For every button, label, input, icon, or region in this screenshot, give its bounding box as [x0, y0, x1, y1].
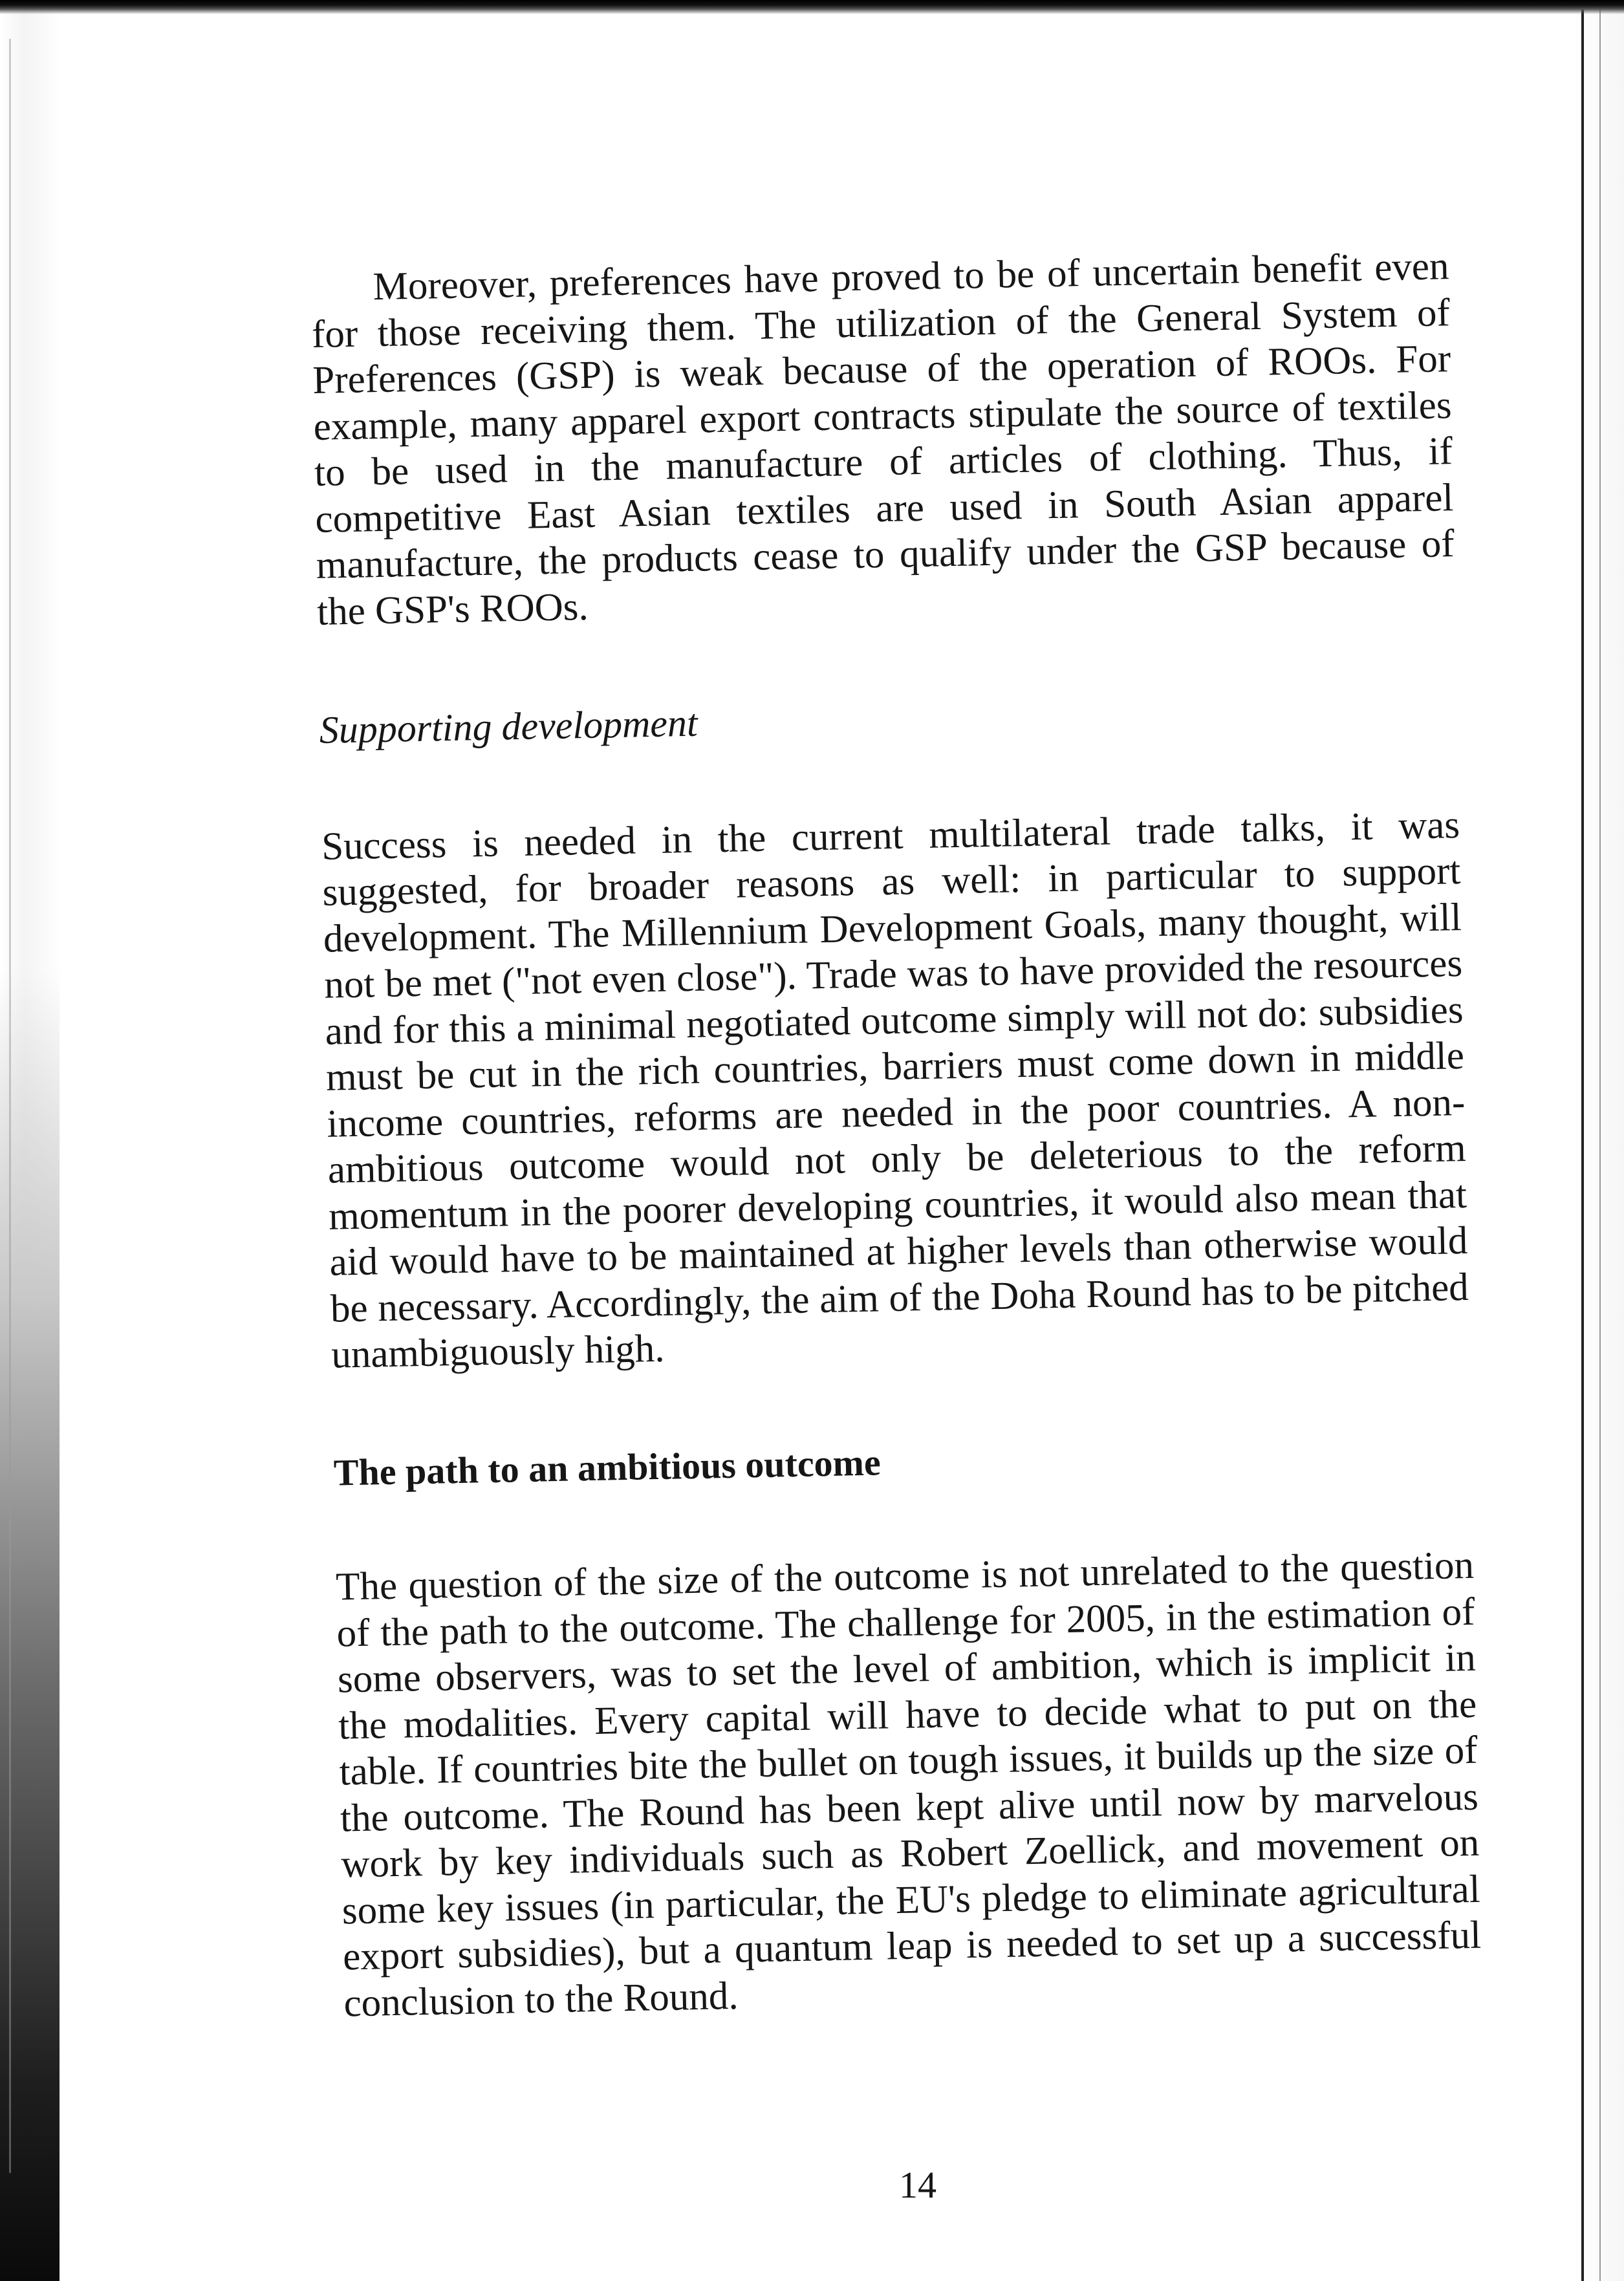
top-scan-shadow	[0, 0, 1624, 14]
page-number: 14	[899, 2164, 937, 2206]
left-fold-line	[9, 39, 11, 2173]
paragraph-ambitious-outcome: The question of the size of the outcome is not unrelated to the question of the path to the outcome. The challenge for 2005, in the estimation of some observers, was to set the level of ambition, which is implicit in the modalities. Every capital will have to decide what to put on the table. If countries bite the bullet on tough issues, it builds up the size of the outcome. The Round has been kept alive until now by marvelous work by key individuals such as Robert Zoellick, and movement on some key issues (in particular, the EU's pledge to eliminate agricultural export subsidies), but a quantum leap is needed to set up a successful conclusion to the Round.	[335, 1543, 1482, 2025]
paragraph-supporting-development: Success is needed in the current multilateral trade talks, it was suggested, for broader reasons as well: in particular to support development. The Millennium Development Goals, many thought, will not be met ("not even close"). Trade was to have provided the resources and for this a minimal negotiated outcome simply will not do: subsidies must be cut in the rich countries, barriers must come down in middle income countries, reforms are needed in the poor countries. A non-ambitious outcome would not only be deleterious to the reform momentum in the poorer developing countries, it would also mean that aid would have to be maintained at higher levels than otherwise would be necessary. Accordingly, the aim of the Doha Round has to be pitched unambiguously high.	[321, 803, 1469, 1377]
right-page-edge-inner	[1599, 0, 1601, 2281]
page-body	[310, 243, 1482, 2026]
subheading-supporting-development: Supporting development	[319, 701, 698, 751]
right-page-edge	[1581, 0, 1584, 2281]
paragraph-preferences: Moreover, preferences have proved to be of uncertain benefit even for those receiving them. The utilization of the General System of Preferences (GSP) is weak because of the operation of ROOs. For example, many apparel export contracts stipulate the source of textiles to be used in the manufacture of articles of clothing. Thus, if competitive East Asian textiles are used in South Asian apparel manufacture, the products cease to qualify under the GSP because of the GSP's ROOs.	[311, 244, 1455, 634]
section-heading: The path to an ambitious outcome	[333, 1440, 882, 1494]
